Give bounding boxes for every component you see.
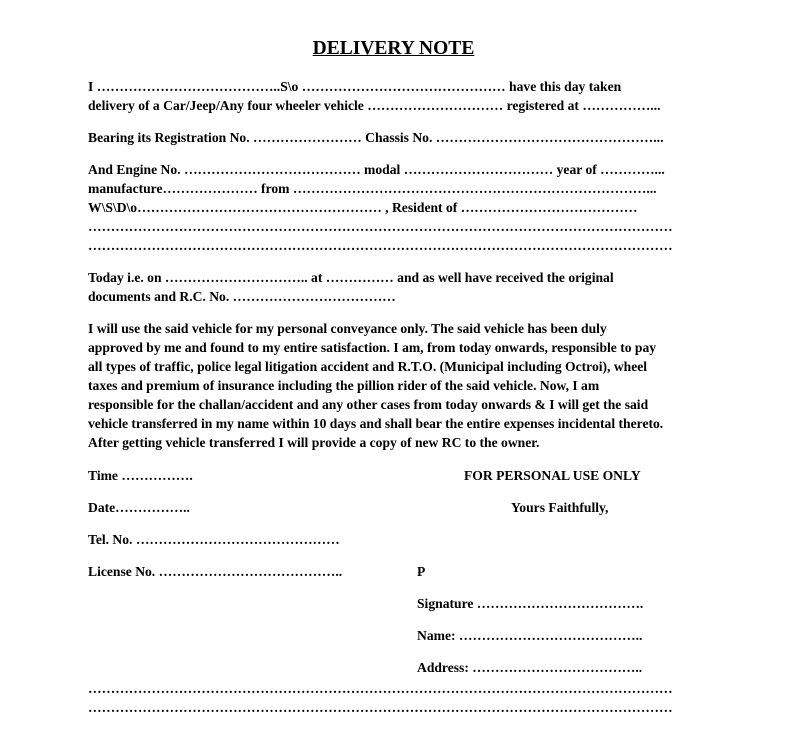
yours-faithfully-label: Yours Faithfully, xyxy=(511,500,609,515)
engine-line-3: W\S\D\o……………………………………………… , Resident of ………………………………… xyxy=(88,200,638,215)
today-line-2: documents and R.C. No. ……………………………… xyxy=(88,289,396,304)
declaration-line: vehicle transferred in my name within 10 days and shall bear the entire expenses incidental thereto. xyxy=(88,416,664,431)
engine-line-2: manufacture………………… from ……………………………………………………………………... xyxy=(88,181,657,196)
declaration-line: approved by me and found to my entire satisfaction. I am, from today onwards, responsible to pay xyxy=(88,340,657,355)
intro-line-1: I …………………………………..S\o ……………………………………… have this day taken xyxy=(88,79,622,94)
page-title: DELIVERY NOTE xyxy=(312,38,475,59)
today-line-1: Today i.e. on ………………………….. at …………… and as well have received the original xyxy=(88,270,614,285)
engine-line-4: ………………………………………………………………………………………………………………… xyxy=(88,219,673,234)
declaration-line: responsible for the challan/accident and any other cases from today onwards & I will get the said xyxy=(88,397,649,412)
address-dots-line: ………………………………………………………………………………………………………………… xyxy=(88,700,673,715)
declaration-line: I will use the said vehicle for my personal conveyance only. The said vehicle has been duly xyxy=(88,321,607,336)
license-field: License No. ………………………………….. xyxy=(88,564,343,579)
declaration-line: After getting vehicle transferred I will provide a copy of new RC to the owner. xyxy=(88,435,540,450)
name-field: Name: ………………………………….. xyxy=(417,628,643,643)
declaration-line: taxes and premium of insurance including the pillion rider of the said vehicle. Now, I am xyxy=(88,378,600,393)
date-field: Date…………….. xyxy=(88,500,190,515)
p-label: P xyxy=(417,564,426,579)
for-personal-use-label: FOR PERSONAL USE ONLY xyxy=(464,468,641,483)
address-field: Address: ……………………………….. xyxy=(417,660,643,675)
time-field: Time ……………. xyxy=(88,468,193,483)
signature-field: Signature ………………………………. xyxy=(417,596,644,611)
address-dots-line: ………………………………………………………………………………………………………………… xyxy=(88,681,673,696)
declaration-line: all types of traffic, police legal litigation accident and R.T.O. (Municipal including Octroi), wheel xyxy=(88,359,648,374)
tel-field: Tel. No. ……………………………………… xyxy=(88,532,340,547)
engine-line-1: And Engine No. ………………………………… modal …………………………… year of …………... xyxy=(88,162,665,177)
engine-line-5: ………………………………………………………………………………………………………………… xyxy=(88,238,673,253)
registration-line: Bearing its Registration No. …………………… Chassis No. …………………………………………... xyxy=(88,130,664,145)
intro-line-2: delivery of a Car/Jeep/Any four wheeler vehicle ………………………… registered at ……………... xyxy=(88,98,661,113)
